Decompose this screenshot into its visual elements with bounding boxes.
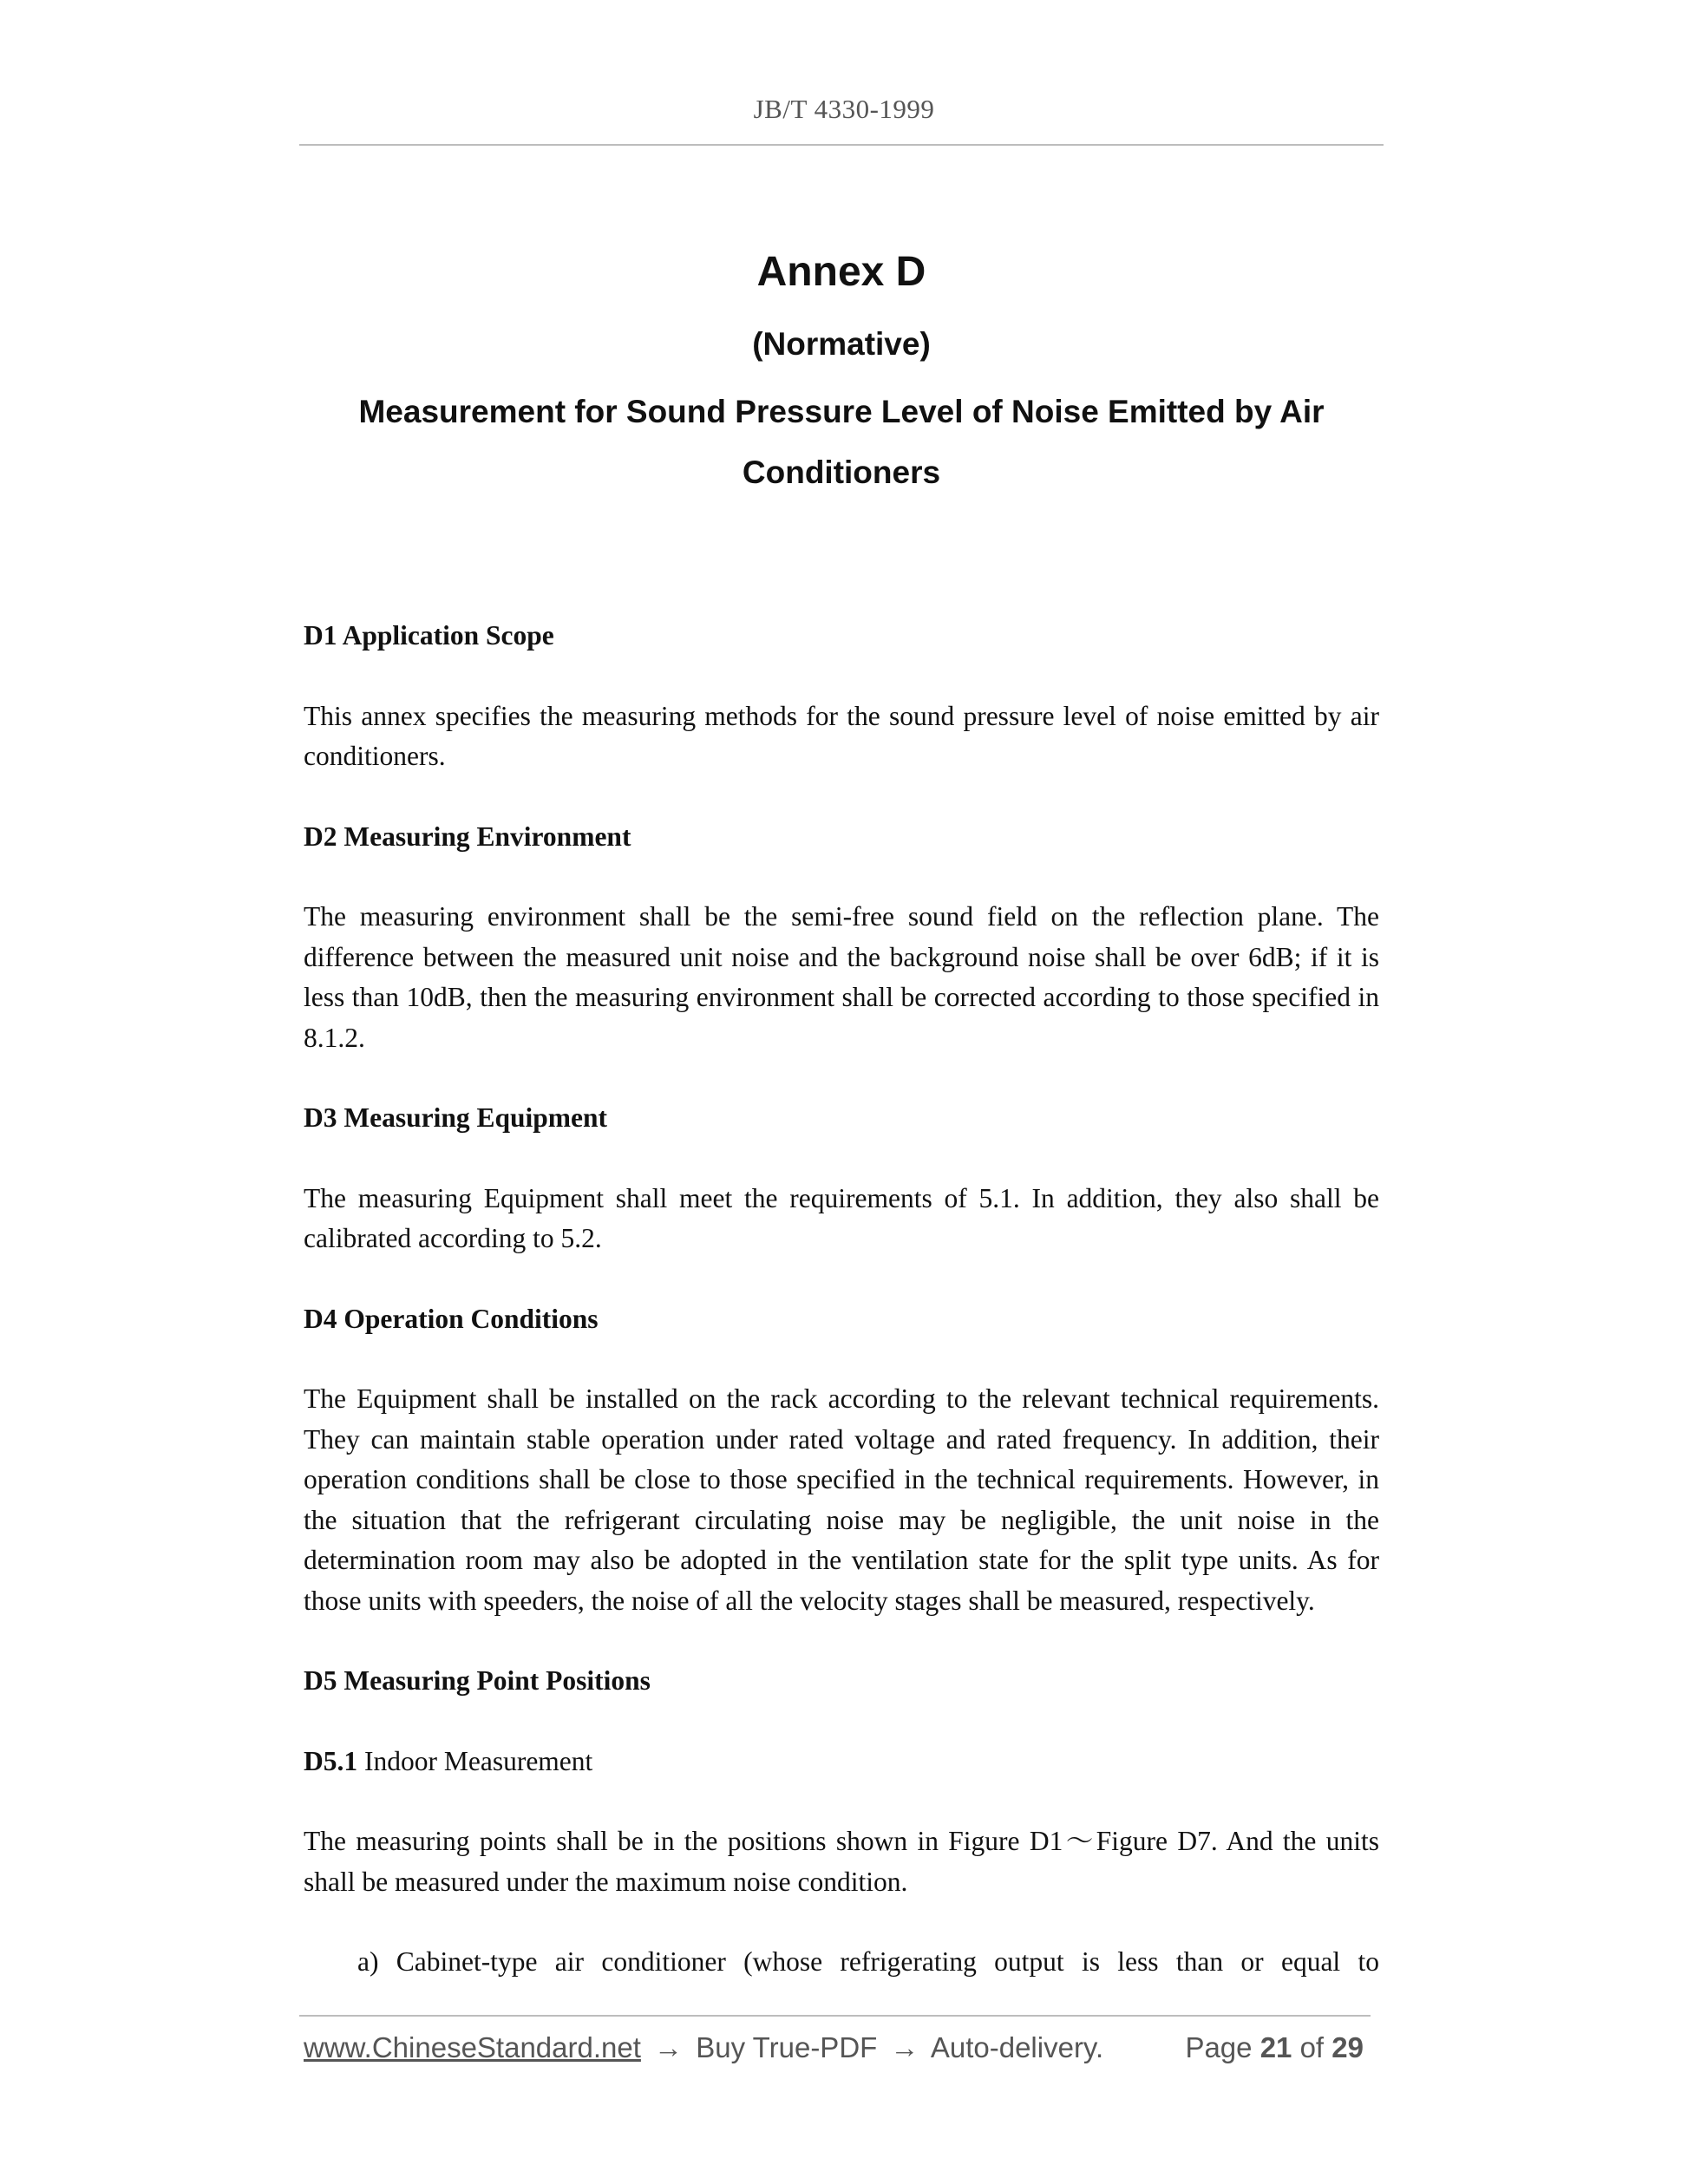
section-text-d1: This annex specifies the measuring methods for the sound pressure level of noise emitted by air conditioners.: [304, 700, 1379, 771]
document-header-code: JB/T 4330-1999: [753, 94, 935, 124]
website-link[interactable]: www.ChineseStandard.net: [304, 2031, 641, 2063]
section-text-d4: The Equipment shall be installed on the rack according to the relevant technical requirements. They can maintain stable operation under rated voltage and rated frequency. In addition, their operation conditions shall be close to those specified in the technical requirements. However, in the situation that the refrigerant circulating noise may be negligible, the unit noise in the determination room may also be adopted in the ventilation state for the split type units. As for those units with speeders, the noise of all the velocity stages shall be measured, respectively.: [304, 1383, 1379, 1616]
section-heading-d5: D5 Measuring Point Positions: [304, 1665, 651, 1696]
section-text-d2: The measuring environment shall be the semi-free sound field on the reflection plane. The difference between the measured unit noise and the background noise shall be over 6dB; if it is less than 10dB, then the measuring environment shall be corrected according to those specified in 8.1.2.: [304, 901, 1379, 1053]
page-label: Page: [1185, 2031, 1253, 2063]
document-body: [304, 616, 1379, 1983]
footer-promo: [304, 2031, 1103, 2064]
annex-title: Annex D: [756, 249, 926, 295]
footer-divider: [299, 2015, 1371, 2017]
section-heading-d4: D4 Operation Conditions: [304, 1303, 599, 1334]
section-heading-d3: D3 Measuring Equipment: [304, 1102, 608, 1133]
arrow-right-icon: →: [890, 2031, 919, 2063]
subsection-heading-d5-1: [304, 1742, 1379, 1782]
buy-true-pdf-text: Buy True-PDF: [696, 2031, 878, 2063]
subsection-number: D5.1: [304, 1745, 358, 1776]
section-text-d3: The measuring Equipment shall meet the requirements of 5.1. In addition, they also shall be calibrated according to 5.2.: [304, 1182, 1379, 1253]
page-indicator: [1185, 2031, 1364, 2064]
annex-name: [295, 382, 1388, 503]
section-heading-d2: D2 Measuring Environment: [304, 821, 631, 852]
subsection-title: Indoor Measurement: [364, 1745, 593, 1776]
section-heading-d1: D1 Application Scope: [304, 620, 554, 651]
annex-type: (Normative): [752, 326, 931, 362]
page-total: 29: [1331, 2031, 1364, 2063]
page-current: 21: [1259, 2031, 1292, 2063]
header-divider: [299, 144, 1384, 146]
annex-name-line-1: Measurement for Sound Pressure Level of Noise Emitted by Air: [358, 394, 1325, 429]
arrow-right-icon: →: [654, 2031, 684, 2063]
annex-name-line-2: Conditioners: [742, 454, 941, 490]
list-item-a: a) Cabinet-type air conditioner (whose refrigerating output is less than or equal to: [357, 1946, 1379, 1977]
auto-delivery-text: Auto-delivery.: [930, 2031, 1104, 2063]
of-label: of: [1299, 2031, 1325, 2063]
page-footer: [304, 2031, 1371, 2073]
section-text-d5-1: The measuring points shall be in the positions shown in Figure D1～Figure D7. And the units shall be measured under the maximum noise condition.: [304, 1826, 1379, 1897]
